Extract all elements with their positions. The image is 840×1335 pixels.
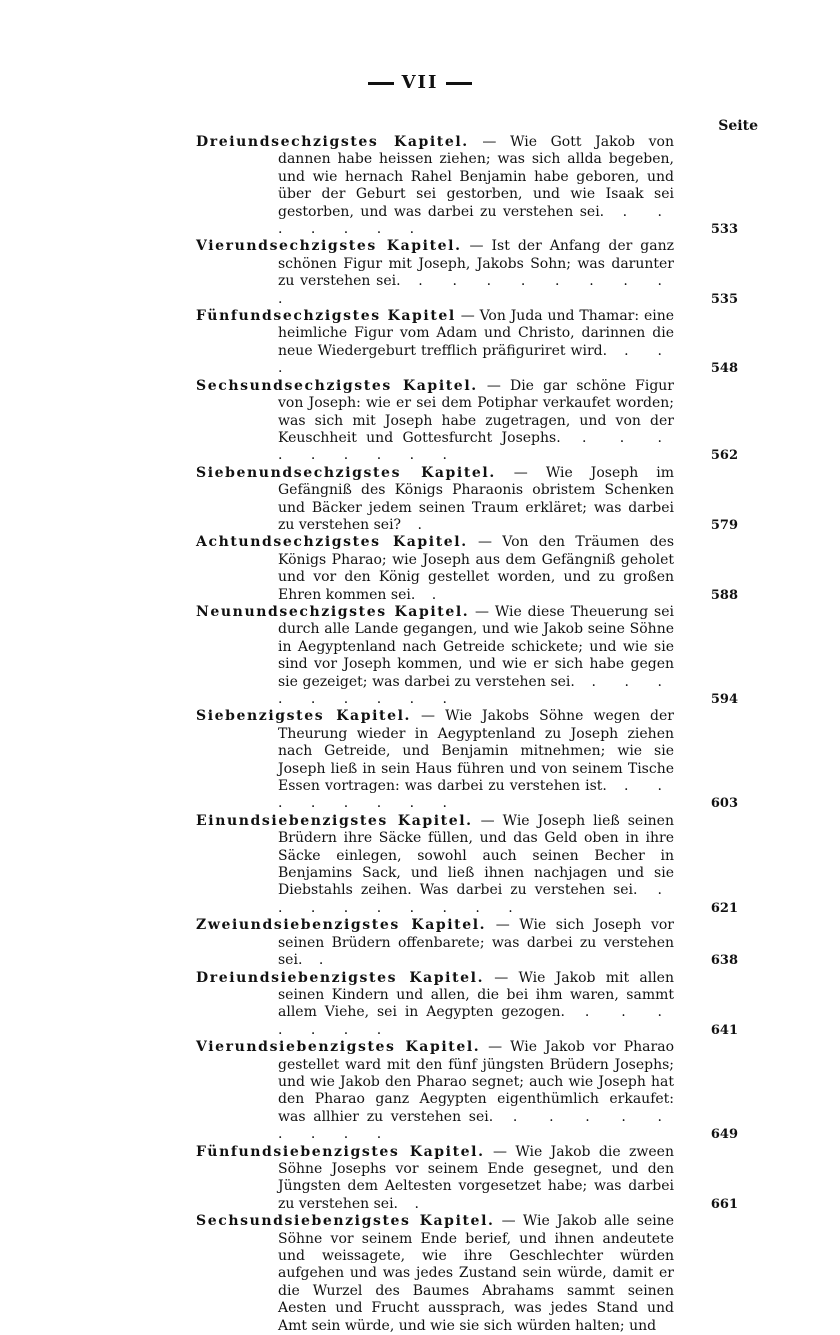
toc-entry xyxy=(196,917,738,969)
chapter-summary: — Wie diese Theuerung sei durch alle Lande gegangen, und wie Jakob seine Söhne in Aegyptenland nach Getreide schickete; und wie sie sind vor Joseph kommen, und wie er sich habe gegen sie gezeiget; was darbei zu verstehen sei. xyxy=(278,603,674,690)
page-column-label: Seite xyxy=(718,118,758,134)
page-number: 641 xyxy=(710,1022,738,1038)
chapter-title: Achtundsechzigstes Kapitel. xyxy=(196,534,468,551)
page-number: 579 xyxy=(710,517,738,533)
page-number: 594 xyxy=(710,692,738,707)
dot-leader: . xyxy=(398,1195,431,1212)
toc-entry xyxy=(196,238,738,308)
page-number: 562 xyxy=(710,448,738,464)
toc-entry xyxy=(196,812,738,917)
chapter-summary: — Wie Joseph im Gefängniß des Königs Pharaonis obristem Schenken und Bäcker jedem seinen Traum erkläret; was darbei zu verstehen sei? xyxy=(278,464,674,533)
toc-entry xyxy=(196,1213,716,1335)
chapter-summary: — Von Juda und Thamar: eine heimliche Figur vom Adam und Christo, darinnen die neue Wiedergeburt trefflich präfiguriret wird. xyxy=(278,308,675,359)
dot-leader: . . . xyxy=(278,342,674,377)
page-number: 603 xyxy=(710,796,738,812)
chapter-title: Fünfundsechzigstes Kapitel xyxy=(196,308,456,325)
chapter-summary: — Wie Jakob alle seine Söhne vor seinem Ende berief, und ihnen andeutete und weissagete, wie ihre Geschlechter würden aufgehen und was jedes Zustand sein würde, damit er die Wurzel des Baumes Abrahams sammt seinen Aesten und Frucht aussprach, was jedes Stand und Amt sein würde, und wie sie sich würden halten; und xyxy=(278,1213,675,1334)
dot-leader: . . . . . . . xyxy=(278,203,674,238)
folio-dash-left xyxy=(368,82,394,85)
toc-entry xyxy=(196,308,738,378)
chapter-title: Zweiundsiebenzigstes Kapitel. xyxy=(196,917,487,934)
chapter-title: Siebenundsechzigstes Kapitel. xyxy=(196,464,496,481)
page-number: 535 xyxy=(710,291,738,307)
chapter-summary: — Wie Joseph ließ seinen Brüdern ihre Säcke füllen, und das Geld oben in ihre Säcke einlegen, sowohl auch seinen Becher in Benjamins Sack, und ließ ihnen nachjagen und sie Diebstahls zeihen. Was darbei zu verstehen sei. xyxy=(278,812,674,899)
chapter-summary: — Wie Jakob vor Pharao gestellet ward mit den fünf jüngsten Brüdern Josephs; und wie Jakob den Pharao segnet; auch wie Joseph hat den Pharao ganz Aegypten eigenthümlich erkaufet: was allhier zu verstehen sei. xyxy=(278,1039,674,1125)
dot-leader: . . . . . . . . . xyxy=(278,429,674,464)
page-number: 533 xyxy=(710,222,738,238)
chapter-summary: — Wie Gott Jakob von dannen habe heissen ziehen; was sich allda begeben, und wie hernach Rahel Benjamin habe geboren, und über der Geburt sei gestorben, und wie Isaak sei gestorben, und was darbei zu verstehen sei. xyxy=(278,134,674,220)
chapter-title: Dreiundsechzigstes Kapitel. xyxy=(196,134,469,150)
page-folio xyxy=(0,72,840,93)
toc-entry xyxy=(196,708,738,812)
toc-entry xyxy=(196,534,738,604)
toc-entry xyxy=(196,377,738,465)
dot-leader: . xyxy=(302,952,336,969)
page-number: 588 xyxy=(710,587,738,603)
page-number: 661 xyxy=(710,1196,738,1212)
chapter-title: Vierundsiebenzigstes Kapitel. xyxy=(196,1039,481,1056)
toc-entry xyxy=(196,969,738,1040)
chapter-summary: — Von den Träumen des Königs Pharao; wie Joseph aus dem Gefängniß geholet und vor den König gestellet worden, und zu großen Ehren kommen sei. xyxy=(278,534,675,603)
table-of-contents xyxy=(196,134,738,1335)
chapter-title: Siebenzigstes Kapitel. xyxy=(196,708,411,725)
chapter-title: Sechsundsiebenzigstes Kapitel. xyxy=(196,1213,495,1230)
toc-entry xyxy=(196,134,738,238)
chapter-title: Vierundsechzigstes Kapitel. xyxy=(196,238,462,255)
chapter-title: Sechsundsechzigstes Kapitel. xyxy=(196,377,478,394)
toc-entry xyxy=(196,1039,738,1143)
toc-entry xyxy=(196,464,738,535)
folio-number: VII xyxy=(401,72,439,93)
page-number: 638 xyxy=(710,953,738,969)
dot-leader: . . . . . . . . . xyxy=(278,1108,674,1143)
page-number: 548 xyxy=(710,361,738,377)
page-number: 621 xyxy=(710,900,738,916)
dot-leader: . xyxy=(401,516,434,533)
chapter-summary: — Die gar schöne Figur von Joseph: wie er sei dem Potiphar verkaufet worden; was sich mit Joseph habe zugetragen, und von der Keuschheit und Gottesfurcht Josephs. xyxy=(278,377,675,446)
chapter-title: Fünfundsiebenzigstes Kapitel. xyxy=(196,1143,485,1160)
chapter-title: Neunundsechzigstes Kapitel. xyxy=(196,603,470,620)
dot-leader: . . . . . . . . . xyxy=(278,273,675,307)
dot-leader: . . . . . . . . . xyxy=(278,673,674,707)
chapter-title: Einundsiebenzigstes Kapitel. xyxy=(196,812,473,829)
chapter-summary: — Ist der Anfang der ganz schönen Figur mit Joseph, Jakobs Sohn; was darunter zu verstehen sei. xyxy=(278,238,674,290)
chapter-summary: — Wie Jakob die zween Söhne Josephs vor seinem Ende gesegnet, und den Jüngsten dem Aeltesten vorgesetzet habe; was darbei zu verstehen sei. xyxy=(278,1143,674,1212)
dot-leader: . . . . . . . xyxy=(278,1004,675,1038)
dot-leader: . . . . . . . . xyxy=(278,778,674,812)
folio-dash-right xyxy=(446,82,472,85)
toc-entry xyxy=(196,1143,738,1214)
chapter-summary: — Wie sich Joseph vor seinen Brüdern offenbarete; was darbei zu verstehen sei. xyxy=(278,917,674,969)
chapter-summary: — Wie Jakobs Söhne wegen der Theurung wieder in Aegyptenland zu Joseph ziehen nach Getreide, und Benjamin mitnehmen; wie sie Joseph ließ in sein Haus führen und von seinem Tische Essen vortragen: was darbei zu verstehen ist. xyxy=(278,708,674,795)
dot-leader: . . . . . . . . . xyxy=(278,882,674,916)
page-number: 649 xyxy=(710,1127,738,1143)
chapter-summary: — Wie Jakob mit allen seinen Kindern und allen, die bei ihm waren, sammt allem Viehe, sei in Aegypten gezogen. xyxy=(278,969,674,1021)
dot-leader: . xyxy=(415,586,449,603)
chapter-title: Dreiundsiebenzigstes Kapitel. xyxy=(196,969,485,986)
toc-entry xyxy=(196,603,738,708)
